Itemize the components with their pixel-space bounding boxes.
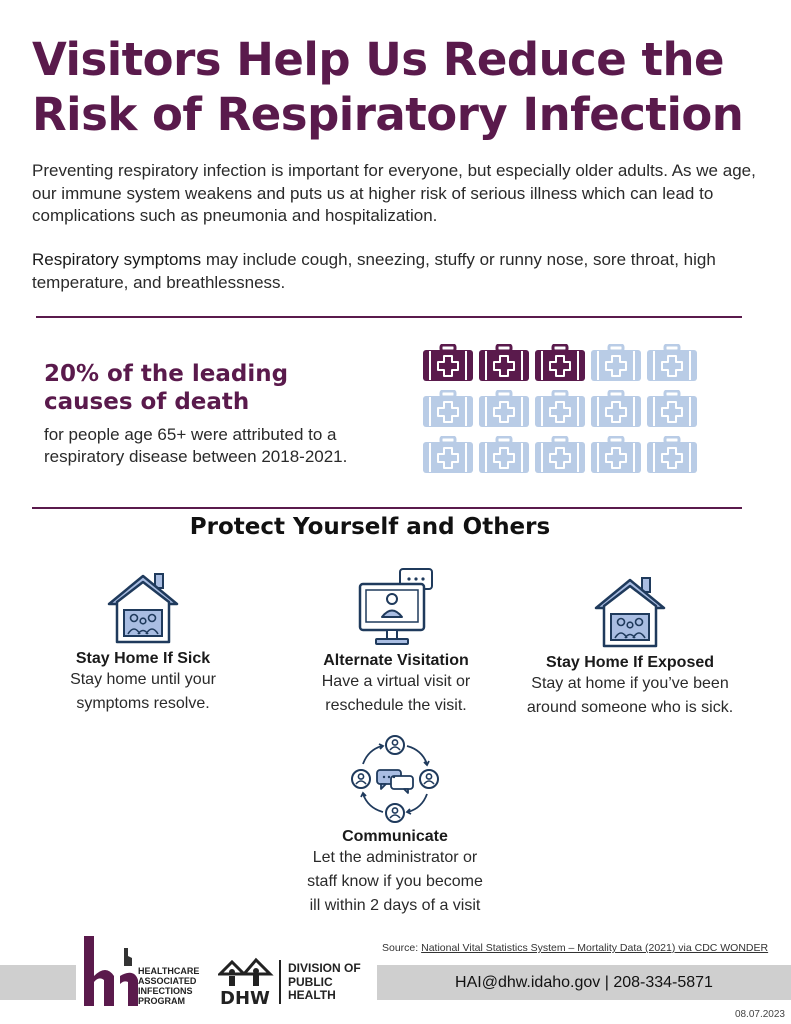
page-title <box>32 32 772 142</box>
symptoms-lead: Respiratory symptoms <box>32 250 202 269</box>
hai-program-name <box>138 966 228 1006</box>
medical-kit-icon-highlighted <box>534 344 586 382</box>
divider-top <box>36 316 742 318</box>
action-desc-line: Let the administrator or <box>312 849 478 866</box>
action-desc-line: symptoms resolve. <box>76 695 210 712</box>
title-line-2: Risk of Respiratory Infection <box>32 88 744 141</box>
medical-kit-icon <box>478 390 530 428</box>
action-title: Communicate <box>342 828 448 845</box>
publication-date: 08.07.2023 <box>734 1009 785 1020</box>
medical-kit-icon <box>590 344 642 382</box>
title-line-1: Visitors Help Us Reduce the <box>32 33 725 86</box>
action-stay-home-if-exposed <box>510 576 750 720</box>
medical-kit-icon-highlighted <box>422 344 474 382</box>
action-title: Stay Home If Exposed <box>545 654 715 671</box>
source-label: Source: <box>382 942 422 954</box>
medical-kit-icon <box>646 436 698 474</box>
action-desc-line: staff know if you become <box>307 873 483 890</box>
hai-line: INFECTIONS <box>138 986 193 996</box>
dhw-division-name <box>288 962 378 1003</box>
dhw-logo-icon <box>218 956 274 1006</box>
action-desc-line: ill within 2 days of a visit <box>309 897 481 914</box>
medical-kit-icon <box>590 436 642 474</box>
hai-line: ASSOCIATED <box>138 976 197 986</box>
source-citation <box>382 942 782 954</box>
dhw-logo-mark: DHW <box>220 988 270 1006</box>
house-family-icon <box>105 572 181 646</box>
stat-body: for people age 65+ were attributed to a respiratory disease between 2018-2021. <box>44 425 348 466</box>
action-title: Stay Home If Sick <box>75 650 211 667</box>
action-desc-line: Have a virtual visit or <box>321 673 471 690</box>
dhw-line: DIVISION OF <box>288 961 361 975</box>
action-desc-line: Stay home until your <box>70 671 216 688</box>
contact-info: HAI@dhw.idaho.gov | 208-334-5871 <box>455 974 713 991</box>
dhw-line: PUBLIC <box>288 974 333 989</box>
medical-kit-icon <box>478 436 530 474</box>
virtual-visit-monitor-icon <box>356 566 436 648</box>
divider-bottom <box>32 507 742 509</box>
medical-kit-icon-highlighted <box>478 344 530 382</box>
action-communicate <box>270 734 520 918</box>
medical-kit-grid <box>422 344 702 480</box>
hai-line: HEALTHCARE <box>138 966 200 976</box>
medical-kit-icon <box>534 390 586 428</box>
footer-band-left <box>0 965 76 1000</box>
action-desc-line: around someone who is sick. <box>526 699 734 716</box>
action-title: Alternate Visitation <box>323 652 469 669</box>
action-desc-line: reschedule the visit. <box>325 697 467 714</box>
medical-kit-icon <box>646 344 698 382</box>
intro-paragraph: Preventing respiratory infection is important for everyone, but especially older adults. As we age, our immune system weakens and puts us at higher risk of serious illness which can lead to complications such as pneumonia and hospitalization. <box>32 161 756 225</box>
symptoms-paragraph <box>32 249 762 294</box>
house-family-icon <box>592 576 668 650</box>
action-stay-home-if-sick <box>40 572 246 716</box>
symptoms-text: may include cough, sneezing, stuffy or runny nose, sore throat, high temperature, and breathlessness. <box>32 250 716 292</box>
action-alternate-visitation <box>296 566 496 718</box>
action-desc-line: Stay at home if you’ve been <box>531 675 729 692</box>
medical-kit-icon <box>646 390 698 428</box>
medical-kit-icon <box>534 436 586 474</box>
hai-logo-icon <box>84 936 140 1008</box>
dhw-line: HEALTH <box>288 988 336 1002</box>
medical-kit-icon <box>590 390 642 428</box>
section-title: Protect Yourself and Others <box>189 514 551 540</box>
dhw-divider <box>279 960 281 1004</box>
communication-cycle-icon <box>350 734 440 824</box>
stat-headline: 20% of the leading causes of death <box>44 361 289 415</box>
medical-kit-icon <box>422 390 474 428</box>
medical-kit-icon <box>422 436 474 474</box>
hai-line: PROGRAM <box>138 996 185 1006</box>
source-link[interactable]: National Vital Statistics System – Mortality Data (2021) via CDC WONDER <box>421 942 769 954</box>
